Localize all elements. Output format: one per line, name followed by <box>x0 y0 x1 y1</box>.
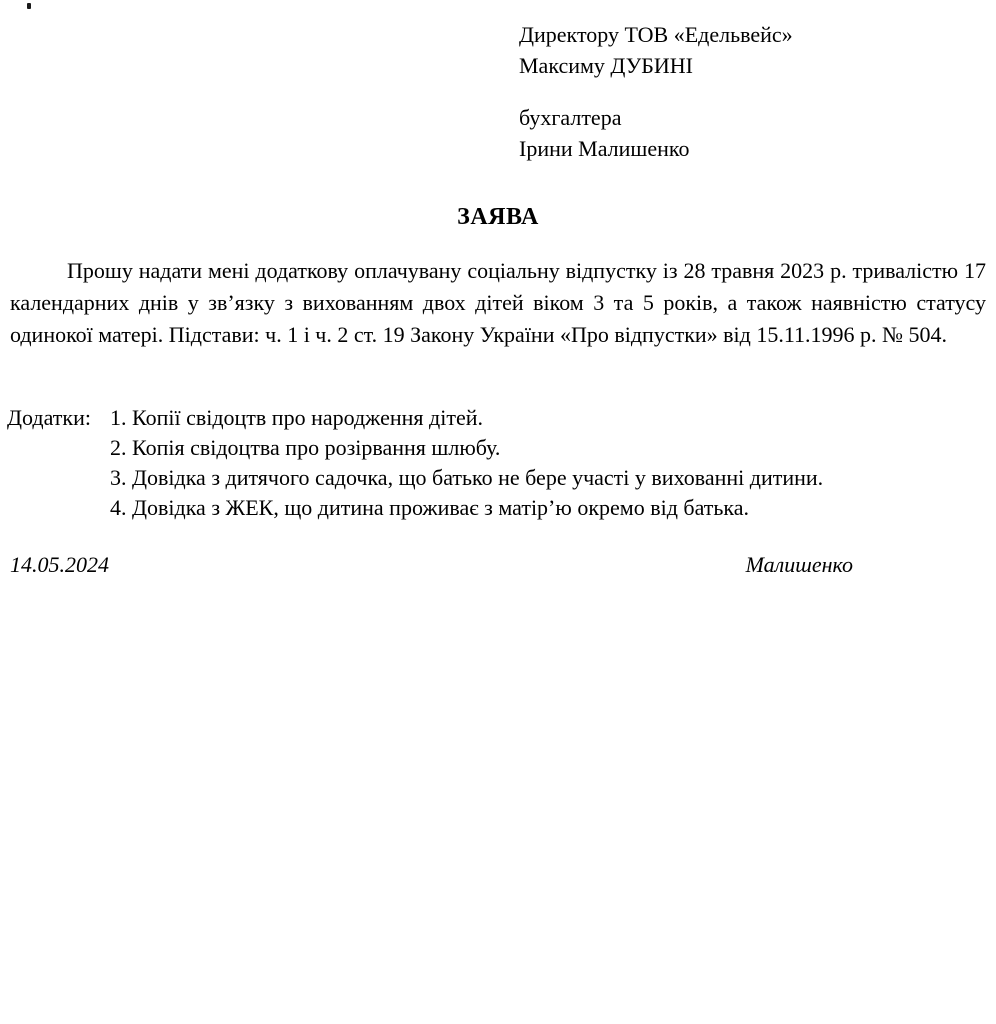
addressee-line: Директору ТОВ «Едельвейс» <box>519 22 793 47</box>
document-title: ЗАЯВА <box>457 204 539 230</box>
attachments-first-row <box>7 403 987 433</box>
addressee-line: Максиму ДУБИНІ <box>519 53 694 78</box>
attachments-label: Додатки: <box>7 405 91 430</box>
attachment-item: 1. Копії свідоцтв про народження дітей. <box>110 405 483 430</box>
body-paragraph: Прошу надати мені додаткову оплачувану соціальну відпустку із 28 травня 2023 р. тривалістю 17 календарних днів у зв’язку з вихованням двох дітей віком 3 та 5 років, а також наявністю статусу одинокої матері. Підстави: ч. 1 і ч. 2 ст. 19 Закону України «Про відпустки» від 15.11.1996 р. № 504. <box>10 258 986 347</box>
attachment-item: 2. Копія свідоцтва про розірвання шлюбу. <box>110 435 501 460</box>
attachment-item: 4. Довідка з ЖЕК, що дитина проживає з матір’ю окремо від батька. <box>110 495 750 520</box>
applicant-position-line: бухгалтера <box>519 105 622 130</box>
addressee-from-group <box>519 102 793 164</box>
addressee-block <box>519 19 793 164</box>
addressee-to-group <box>519 19 793 81</box>
document-date: 14.05.2024 <box>10 552 109 577</box>
signature-name: Малишенко <box>745 552 853 577</box>
attachments-block <box>7 403 987 523</box>
applicant-name-line: Ірини Малишенко <box>519 136 690 161</box>
attachment-item: 3. Довідка з дитячого садочка, що батько не бере участі у вихованні дитини. <box>110 465 824 490</box>
scan-artifact-mark <box>27 3 31 9</box>
